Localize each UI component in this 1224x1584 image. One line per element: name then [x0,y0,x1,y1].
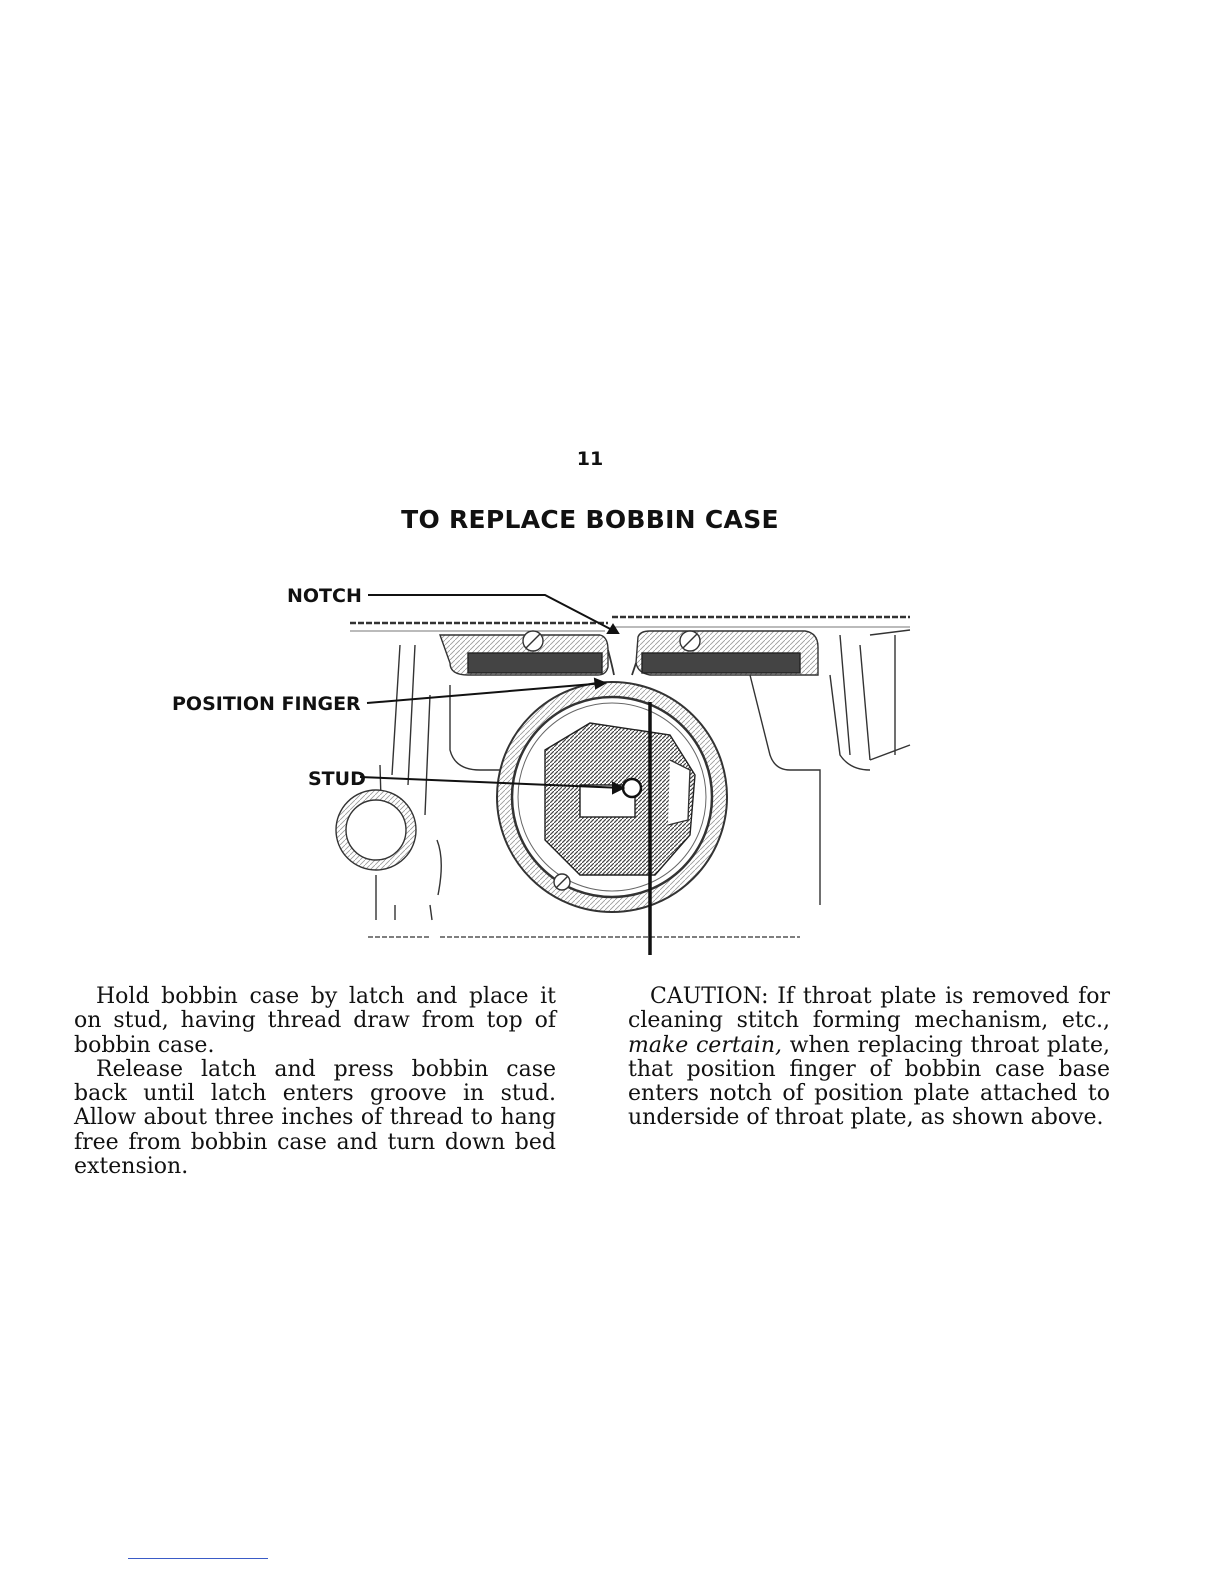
callout-notch: NOTCH [287,585,362,607]
page-number: 11 [576,448,604,470]
instructions-column [74,985,556,1179]
callout-stud: STUD [308,768,366,790]
caution-text-end: when replacing throat plate, that position finger of bobbin case base enters notch of position plate attached to underside of throat plate, as shown above. [628,1032,1110,1131]
right-plate-bar [642,653,800,673]
instruction-paragraph-2: Release latch and press bobbin case back until latch enters groove in stud. Allow about three inches of thread to hang free from bobbin case and turn down bed extension. [74,1056,556,1180]
page-title: TO REPLACE BOBBIN CASE [401,505,779,534]
bobbin-case-illustration [150,575,930,965]
caution-emphasis: make certain, [628,1032,782,1058]
notch-leader [368,595,618,633]
caution-column [628,985,1110,1131]
instruction-paragraph-1: Hold bobbin case by latch and place it on stud, having thread draw from top of bobbin case. [74,984,556,1058]
left-plate-bar [468,653,602,673]
callout-position-finger: POSITION FINGER [172,693,361,715]
caution-text-start: CAUTION: If throat plate is removed for cleaning stitch forming mechanism, etc., [628,984,1110,1034]
machine-drawing [336,617,910,937]
footer-rule [128,1558,268,1559]
notch-gap [608,650,636,675]
caution-paragraph [628,985,1110,1131]
throat-plate-edge [350,617,910,623]
stud-point [623,779,641,797]
